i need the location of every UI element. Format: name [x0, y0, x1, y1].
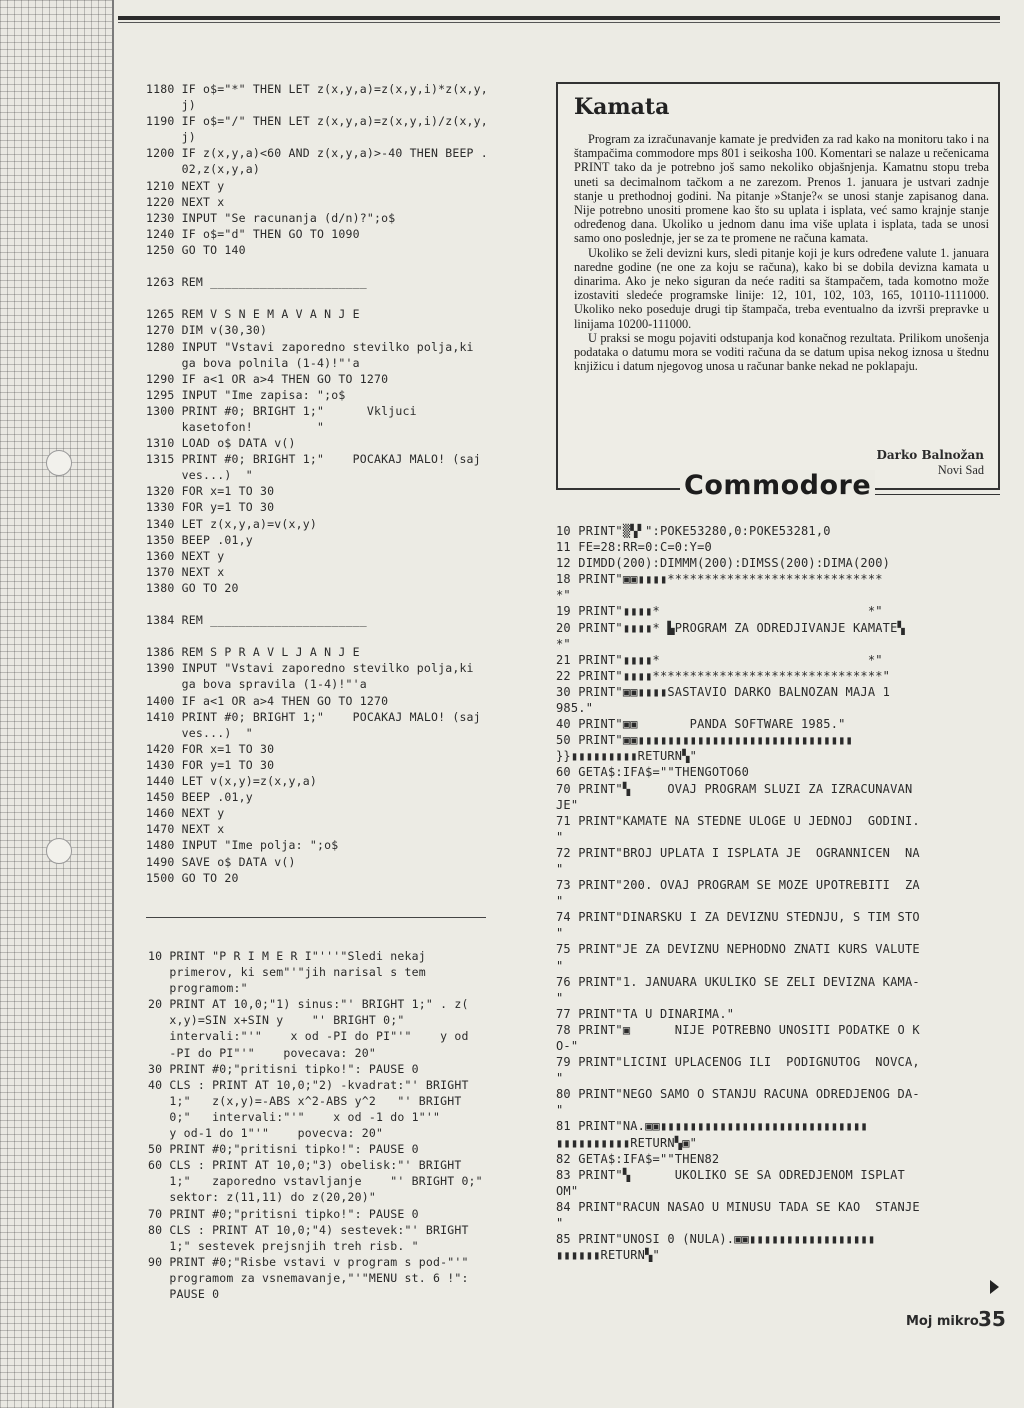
code-line: ga bova spravila (1-4)!"'a — [146, 677, 367, 692]
code-line: 1390 INPUT "Vstavi zaporedno stevilko polja,ki — [146, 661, 474, 676]
code-line: 81 PRINT"NA.▣▣▮▮▮▮▮▮▮▮▮▮▮▮▮▮▮▮▮▮▮▮▮▮▮▮▮▮▮▮ — [556, 1119, 868, 1134]
article-body — [574, 132, 989, 373]
code-line — [146, 596, 546, 612]
code-line: 1460 NEXT y — [146, 806, 225, 821]
continue-arrow-icon — [990, 1280, 999, 1294]
code-line: 1263 REM ______________________ — [146, 275, 367, 290]
code-line: 83 PRINT"▚ UKOLIKO SE SA ODREDJENOM ISPLAT — [556, 1167, 905, 1182]
code-line: 1230 INPUT "Se racunanja (d/n)?";o$ — [146, 210, 396, 225]
code-line: 1490 SAVE o$ DATA v() — [146, 854, 296, 869]
code-line: " — [556, 1103, 564, 1118]
author-city: Novi Sad — [937, 463, 984, 477]
code-line: -PI do PI"'" povecava: 20" — [148, 1045, 376, 1060]
code-line: 50 PRINT #0;"pritisni tipko!": PAUSE 0 — [148, 1142, 419, 1157]
code-line: 40 CLS : PRINT AT 10,0;"2) -kvadrat:"' BRIGHT — [148, 1077, 469, 1092]
code-line: 1380 GO TO 20 — [146, 580, 239, 595]
binding-hole — [46, 450, 72, 476]
code-line: 1240 IF o$="d" THEN GO TO 1090 — [146, 226, 360, 241]
code-line: 60 CLS : PRINT AT 10,0;"3) obelisk:"' BRIGHT — [148, 1158, 462, 1173]
code-line: 1210 NEXT y — [146, 178, 225, 193]
code-line: programom:" — [148, 981, 248, 996]
code-line: 1200 IF z(x,y,a)<60 AND z(x,y,a)>-40 THEN BEEP . — [146, 146, 488, 161]
code-line: 70 PRINT"▚ OVAJ PROGRAM SLUZI ZA IZRACUNAVAN — [556, 781, 913, 796]
code-line: 50 PRINT"▣▣▮▮▮▮▮▮▮▮▮▮▮▮▮▮▮▮▮▮▮▮▮▮▮▮▮▮▮▮▮ — [556, 733, 853, 748]
code-line: 1410 PRINT #0; BRIGHT 1;" POCAKAJ MALO! (saj — [146, 709, 481, 724]
code-line: kasetofon! " — [146, 419, 325, 434]
code-line: j) — [146, 98, 196, 113]
code-line: 0;" intervali:"'" x od -1 do 1"'" — [148, 1109, 441, 1124]
code-line: 71 PRINT"KAMATE NA STEDNE ULOGE U JEDNOJ GODINI. — [556, 813, 920, 828]
code-line: " — [556, 958, 564, 973]
header-rule — [118, 16, 1000, 20]
code-line: " — [556, 829, 564, 844]
article-paragraph: Ukoliko se želi devizni kurs, sledi pitanje koji je kurs određene valute 1. januara naredne godine (ne one za koju se računa), kako bi se dobila devizna kamata u dinarima. Ako je neko siguran da neće raditi sa štampačem, tada komotno može izostaviti sledeće programske linije: 12, 101, 102, 103, 165, 10110-1111000. Ukoliko neko poseduje drugi tip štampača, treba eventualno da izvrši prepravke u linijama 10200-111000. — [574, 245, 989, 331]
code-line: 20 PRINT"▮▮▮▮* ▙PROGRAM ZA ODREDJIVANJE KAMATE▚ — [556, 620, 905, 635]
code-line: 1450 BEEP .01,y — [146, 790, 253, 805]
graph-paper-margin — [0, 0, 112, 1408]
code-line: programom za vsnemavanje,"'"MENU st. 6 !": — [148, 1270, 469, 1285]
code-line: intervali:"'" x od -PI do PI"'" y od — [148, 1029, 469, 1044]
code-line: 1386 REM S P R A V L J A N J E — [146, 645, 360, 660]
code-line: " — [556, 861, 564, 876]
code-line: 19 PRINT"▮▮▮▮* *" — [556, 604, 883, 619]
code-line: 79 PRINT"LICINI UPLACENOG ILI PODIGNUTOG NOVCA, — [556, 1055, 920, 1070]
code-line: OM" — [556, 1183, 579, 1198]
kamata-article-box — [556, 82, 1000, 490]
code-line: 1220 NEXT x — [146, 194, 225, 209]
page-number: 35 — [978, 1307, 1006, 1331]
code-line: 22 PRINT"▮▮▮▮*******************************" — [556, 668, 891, 683]
code-line: 1330 FOR y=1 TO 30 — [146, 500, 275, 515]
magazine-name: Moj mikro — [906, 1314, 979, 1329]
code-line: 85 PRINT"UNOSI 0 (NULA).▣▣▮▮▮▮▮▮▮▮▮▮▮▮▮▮▮▮▮ — [556, 1232, 876, 1247]
code-line: 75 PRINT"JE ZA DEVIZNU NEPHODNO ZNATI KURS VALUTE — [556, 942, 920, 957]
code-line: y od-1 do 1"'" povecva: 20" — [148, 1126, 384, 1141]
code-line: 1280 INPUT "Vstavi zaporedno stevilko polja,ki — [146, 339, 474, 354]
code-line: sektor: z(11,11) do z(20,20)" — [148, 1190, 376, 1205]
listing-left-bottom — [148, 948, 548, 1302]
code-line: 1384 REM ______________________ — [146, 613, 367, 628]
article-paragraph: Program za izračunavanje kamate je predviđen za rad kako na monitoru tako i na štampačima commodore mps 801 i seikosha 100. Komentari se nalaze u rečenicama PRINT tako da je potrebno još samo nekoliko objašnjenja. Kamatnu stopu treba uneti sa decimalnom tačkom a ne zarezom. Prenos 1. januara je ustvari zadnje stanje u prethodnoj godini. Na pitanje »Stanje?« se unosi stanje zapisanog dana. Nije potrebno unositi promene kao što su uplata i isplata, već samo krajnje stanje određenog dana. Ukoliko u jednom danu ima više uplata i isplata, tada se unosi samo ono poslednje, jer se za te promene ne računa kamata. — [574, 132, 989, 246]
code-line: 1470 NEXT x — [146, 822, 225, 837]
code-line: }}▮▮▮▮▮▮▮▮▮RETURN▚" — [556, 749, 698, 764]
code-line: 10 PRINT"▒▚▘":POKE53280,0:POKE53281,0 — [556, 524, 831, 538]
code-line: *" — [556, 588, 571, 603]
commodore-logo: Commodore — [680, 470, 875, 501]
code-line: JE" — [556, 797, 579, 812]
article-title: Kamata — [574, 94, 670, 120]
code-line: ves...) " — [146, 468, 253, 483]
code-line: ▮▮▮▮▮▮RETURN▚" — [556, 1248, 660, 1263]
code-line: 90 PRINT #0;"Risbe vstavi v program s pod-"'" — [148, 1254, 469, 1269]
code-line: 1290 IF a<1 OR a>4 THEN GO TO 1270 — [146, 371, 389, 386]
code-line: 1310 LOAD o$ DATA v() — [146, 436, 296, 451]
code-line: 76 PRINT"1. JANUARA UKULIKO SE ZELI DEVIZNA KAMA- — [556, 974, 920, 989]
code-line: primerov, ki sem"'"jih narisal s tem — [148, 965, 426, 980]
code-line: PAUSE 0 — [148, 1286, 220, 1301]
code-line: O-" — [556, 1039, 579, 1053]
code-line: *" — [556, 636, 571, 651]
code-line: 1190 IF o$="/" THEN LET z(x,y,a)=z(x,y,i)/z(x,y, — [146, 114, 488, 129]
author-credit — [876, 448, 984, 478]
margin-edge — [112, 0, 114, 1408]
code-line: 60 GETA$:IFA$=""THENGOTO60 — [556, 765, 750, 780]
code-line: ves...) " — [146, 725, 253, 740]
code-line: " — [556, 1216, 564, 1231]
header-rule-thin — [118, 22, 1000, 23]
code-line: 30 PRINT #0;"pritisni tipko!": PAUSE 0 — [148, 1061, 419, 1076]
article-paragraph: U praksi se mogu pojaviti odstupanja kod konačnog rezultata. Prilikom unošenja podataka o datumu mora se voditi računa da se datum upisa nekog iznosa u štednu knjižicu i datum njegovog unosa u računar banke nekad ne poklapaju. — [574, 330, 989, 374]
code-line — [146, 290, 546, 306]
code-line: 1350 BEEP .01,y — [146, 532, 253, 547]
code-line: 18 PRINT"▣▣▮▮▮▮***************************** — [556, 572, 883, 587]
code-line: 1315 PRINT #0; BRIGHT 1;" POCAKAJ MALO! (saj — [146, 452, 481, 467]
code-line: 80 PRINT"NEGO SAMO O STANJU RACUNA ODREDJENOG DA- — [556, 1087, 920, 1102]
code-line: 1430 FOR y=1 TO 30 — [146, 757, 275, 772]
author-name: Darko Balnožan — [876, 448, 984, 462]
code-line: 30 PRINT"▣▣▮▮▮▮SASTAVIO DARKO BALNOZAN MAJA 1 — [556, 684, 891, 699]
code-line: 1400 IF a<1 OR a>4 THEN GO TO 1270 — [146, 693, 389, 708]
code-line: 1270 DIM v(30,30) — [146, 323, 268, 338]
code-line: 84 PRINT"RACUN NASAO U MINUSU TADA SE KAO STANJE — [556, 1199, 920, 1214]
code-line: 1250 GO TO 140 — [146, 242, 246, 257]
code-line: 10 PRINT "P R I M E R I"'''"Sledi nekaj — [148, 949, 426, 963]
code-line: 20 PRINT AT 10,0;"1) sinus:"' BRIGHT 1;" . z( — [148, 997, 469, 1012]
code-line: " — [556, 894, 564, 909]
code-line: j) — [146, 130, 196, 145]
code-line: 1;" sestevek prejsnjih treh risb. " — [148, 1238, 419, 1253]
code-line: 1440 LET v(x,y)=z(x,y,a) — [146, 774, 317, 789]
code-line: " — [556, 990, 564, 1005]
listing-left-top — [146, 81, 546, 886]
code-line: 21 PRINT"▮▮▮▮* *" — [556, 652, 883, 667]
code-line: 77 PRINT"TA U DINARIMA." — [556, 1006, 735, 1021]
code-line: 1300 PRINT #0; BRIGHT 1;" Vkljuci — [146, 403, 417, 418]
code-line: 11 FE=28:RR=0:C=0:Y=0 — [556, 540, 712, 555]
code-line: 70 PRINT #0;"pritisni tipko!": PAUSE 0 — [148, 1206, 419, 1221]
code-line: 985." — [556, 701, 594, 716]
binding-hole — [46, 838, 72, 864]
code-line: 1180 IF o$="*" THEN LET z(x,y,a)=z(x,y,i)*z(x,y, — [146, 82, 488, 96]
code-line: 1480 INPUT "Ime polja: ";o$ — [146, 838, 339, 853]
code-line: 1500 GO TO 20 — [146, 870, 239, 885]
section-divider — [146, 917, 486, 918]
code-line: 12 DIMDD(200):DIMMM(200):DIMSS(200):DIMA(200) — [556, 556, 891, 571]
code-line: 1;" zaporedno vstavljanje "' BRIGHT 0;" — [148, 1174, 483, 1189]
code-line: 1340 LET z(x,y,a)=v(x,y) — [146, 516, 317, 531]
code-line: 1360 NEXT y — [146, 548, 225, 563]
code-line: 73 PRINT"200. OVAJ PROGRAM SE MOZE UPOTREBITI ZA — [556, 878, 920, 893]
code-line: 74 PRINT"DINARSKU I ZA DEVIZNU STEDNJU, S TIM STO — [556, 910, 920, 925]
code-line: 80 CLS : PRINT AT 10,0;"4) sestevek:"' BRIGHT — [148, 1222, 469, 1237]
code-line: 82 GETA$:IFA$=""THEN82 — [556, 1151, 720, 1166]
code-line: 78 PRINT"▣ NIJE POTREBNO UNOSITI PODATKE O K — [556, 1022, 920, 1037]
code-line: 1295 INPUT "Ime zapisa: ";o$ — [146, 387, 346, 402]
code-line: ▮▮▮▮▮▮▮▮▮▮RETURN▚▣" — [556, 1135, 698, 1150]
code-line: 40 PRINT"▣▣ PANDA SOFTWARE 1985." — [556, 717, 846, 732]
code-line: x,y)=SIN x+SIN y "' BRIGHT 0;" — [148, 1013, 405, 1028]
code-line: " — [556, 1071, 564, 1086]
code-line — [146, 628, 546, 644]
code-line: 72 PRINT"BROJ UPLATA I ISPLATA JE OGRANNICEN NA — [556, 845, 920, 860]
listing-right — [556, 523, 974, 1263]
code-line: 1420 FOR x=1 TO 30 — [146, 741, 275, 756]
code-line: 1;" z(x,y)=-ABS x^2-ABS y^2 "' BRIGHT — [148, 1093, 462, 1108]
code-line — [146, 258, 546, 274]
code-line: 1320 FOR x=1 TO 30 — [146, 484, 275, 499]
code-line: 1370 NEXT x — [146, 564, 225, 579]
code-line: " — [556, 926, 564, 941]
code-line: ga bova polnila (1-4)!"'a — [146, 355, 360, 370]
code-line: 02,z(x,y,a) — [146, 162, 260, 177]
code-line: 1265 REM V S N E M A V A N J E — [146, 307, 360, 322]
